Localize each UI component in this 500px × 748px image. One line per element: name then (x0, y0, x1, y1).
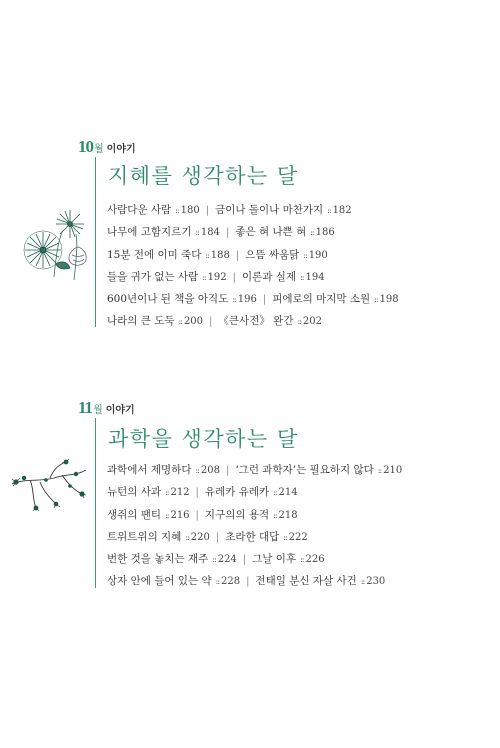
chrysanthemum-illustration (18, 202, 93, 282)
entry-title[interactable]: 좋은 혀 나쁜 혀 (235, 226, 307, 239)
leader-dots: :: (215, 577, 220, 587)
separator: | (215, 531, 220, 543)
entry-title[interactable]: 금이나 돌이나 마찬가지 (215, 204, 324, 216)
leader-dots: :: (212, 555, 216, 565)
list-item (107, 266, 399, 288)
page-number: 218 (278, 509, 298, 521)
entry-title[interactable]: 으뜸 싸움닭 (245, 248, 300, 261)
entry-title[interactable]: 트위트위의 지혜 (107, 530, 182, 543)
entry-title[interactable]: 나무에 고함지르기 (107, 226, 192, 239)
separator: | (225, 465, 230, 476)
entry-title[interactable]: 600년이나 된 책을 아직도 (107, 293, 229, 306)
separator: | (209, 316, 213, 328)
separator: | (195, 509, 199, 521)
list-item (107, 459, 402, 481)
leader-dots: :: (185, 532, 189, 542)
page-number: 186 (315, 227, 335, 239)
page-number: 196 (237, 294, 257, 306)
entry-title[interactable]: 전태일 분신 자살 사건 (255, 575, 357, 588)
entry-title[interactable]: 지구의의 용적 (204, 508, 270, 521)
leader-dots: :: (374, 295, 378, 305)
section-title: 과학을 생각하는 달 (108, 427, 299, 451)
leader-dots: :: (283, 532, 287, 542)
separator: | (235, 249, 240, 261)
list-item (107, 504, 402, 526)
separator: | (232, 271, 237, 283)
leader-dots: :: (297, 317, 301, 327)
month-unit: 월 (94, 144, 104, 155)
page-number: 192 (207, 271, 227, 283)
entry-title[interactable]: 초라한 대답 (225, 530, 280, 543)
page-number: 194 (305, 271, 325, 283)
list-item (107, 221, 399, 243)
page-number: 184 (200, 227, 220, 239)
leader-dots: :: (303, 250, 307, 260)
month-number: 11 (78, 398, 93, 417)
separator: | (205, 205, 210, 216)
leader-dots: :: (175, 206, 179, 215)
leader-dots: :: (195, 466, 199, 475)
page-number: 190 (308, 249, 328, 261)
entry-title[interactable]: 들을 귀가 없는 사람 (107, 270, 199, 283)
list-item (107, 310, 399, 332)
entry-title[interactable]: 뉴턴의 사과 (107, 486, 162, 499)
list-item (107, 288, 399, 310)
list-item (107, 570, 402, 592)
leader-dots: :: (178, 317, 182, 327)
flowering-branch-illustration (10, 458, 88, 516)
leader-dots: :: (165, 488, 169, 498)
leader-dots: :: (273, 488, 277, 498)
contents-list-october (107, 199, 399, 333)
section-divider-line (95, 418, 96, 588)
section-title: 지혜를 생각하는 달 (108, 164, 299, 188)
separator: | (225, 227, 230, 239)
leader-dots: :: (377, 466, 382, 475)
entry-title[interactable]: 《큰사전》 완간 (218, 315, 294, 328)
list-item (107, 526, 402, 548)
page-number: 230 (366, 576, 386, 588)
page-number: 220 (190, 531, 210, 543)
entry-title[interactable]: 그날 이후 (252, 553, 297, 566)
separator: | (195, 487, 199, 499)
entry-title[interactable]: 이론과 실제 (242, 270, 297, 283)
entry-title[interactable]: 나라의 큰 도둑 (107, 315, 175, 328)
leader-dots: :: (195, 228, 199, 238)
month-label (78, 137, 136, 157)
entry-title[interactable]: 사람다운 사람 (107, 204, 172, 216)
list-item (107, 244, 399, 266)
page-number: 180 (180, 205, 200, 216)
leader-dots: :: (360, 577, 365, 587)
separator: | (242, 554, 247, 566)
entry-title[interactable]: 유레카 유레카 (204, 486, 270, 499)
leader-dots: :: (310, 228, 314, 238)
leader-dots: :: (232, 295, 236, 305)
leader-dots: :: (273, 510, 277, 520)
page-number: 182 (332, 205, 352, 216)
page-number: 214 (278, 487, 298, 499)
month-story-label: 이야기 (105, 405, 135, 416)
entry-title[interactable]: 번한 것을 놓치는 재주 (107, 553, 209, 566)
page-number: 198 (379, 294, 399, 306)
list-item (107, 481, 402, 503)
page-number: 212 (170, 487, 190, 499)
month-story-label: 이야기 (106, 144, 136, 155)
month-number: 10 (78, 137, 93, 156)
separator: | (246, 576, 250, 588)
leader-dots: :: (327, 206, 331, 215)
month-label (78, 398, 135, 418)
entry-title[interactable]: ‘그런 과학자’는 필요하지 않다 (235, 464, 374, 476)
page-number: 224 (217, 554, 237, 566)
page-number: 216 (170, 509, 190, 521)
list-item (107, 199, 399, 221)
leader-dots: :: (202, 272, 206, 282)
entry-title[interactable]: 과학에서 제명하다 (107, 464, 192, 476)
page-number: 202 (302, 316, 322, 328)
page-number: 228 (221, 576, 241, 588)
page-number: 226 (305, 554, 325, 566)
page-number: 208 (200, 465, 220, 476)
entry-title[interactable]: 15분 전에 이미 죽다 (107, 248, 202, 261)
entry-title[interactable]: 상자 안에 들어 있는 약 (107, 575, 212, 588)
month-unit: 월 (93, 405, 103, 416)
separator: | (262, 294, 267, 306)
entry-title[interactable]: 피에로의 마지막 소원 (272, 293, 371, 306)
leader-dots: :: (300, 555, 304, 565)
section-divider-line (95, 157, 96, 327)
leader-dots: :: (165, 510, 169, 520)
list-item (107, 548, 402, 570)
entry-title[interactable]: 생쥐의 팬티 (107, 508, 162, 521)
leader-dots: :: (205, 250, 209, 260)
page-number: 188 (210, 249, 230, 261)
page-number: 222 (288, 531, 308, 543)
page-number: 200 (183, 316, 204, 328)
contents-list-november (107, 459, 402, 593)
page-number: 210 (383, 465, 403, 476)
leader-dots: :: (300, 272, 304, 282)
